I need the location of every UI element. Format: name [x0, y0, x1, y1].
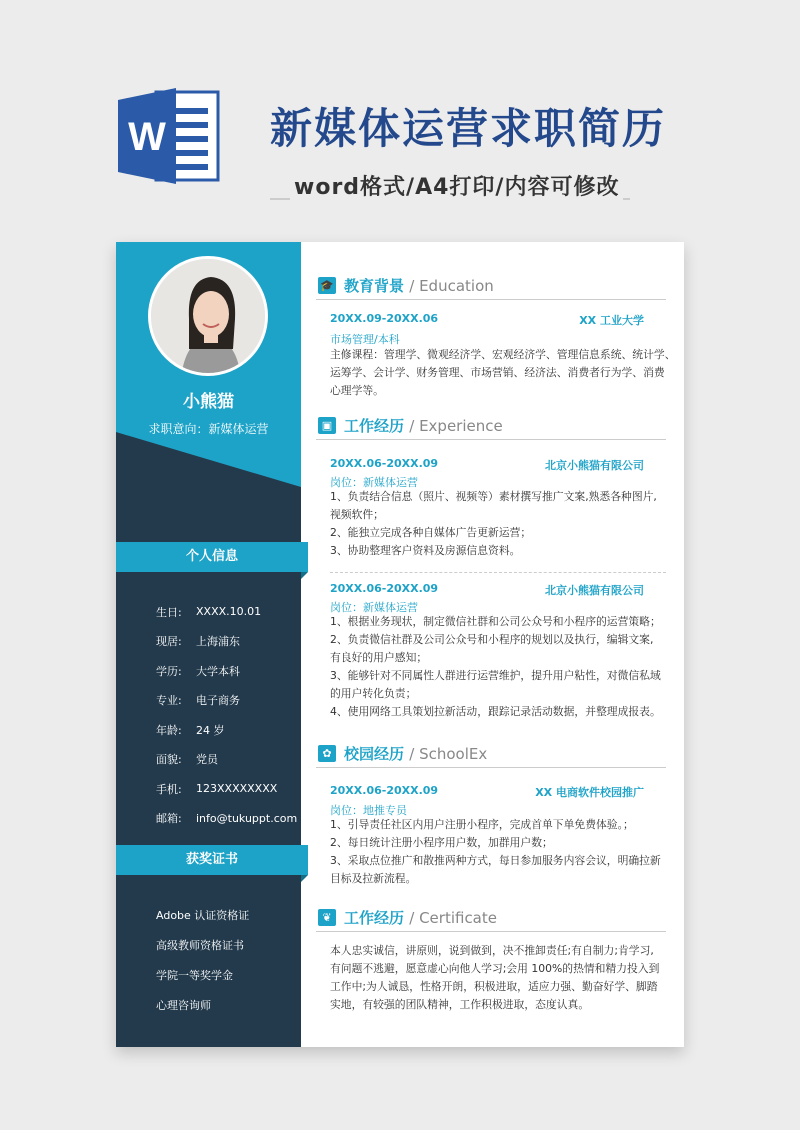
award-item: 心理咨询师: [156, 999, 211, 1012]
education-date: 20XX.09-20XX.06: [330, 312, 439, 325]
briefcase-icon: ▣: [318, 417, 336, 434]
info-row-birthday: 生日: XXXX.10.01: [156, 605, 262, 619]
page-title: 新媒体运营求职简历: [270, 104, 667, 153]
experience-subtitle: / Experience: [409, 417, 503, 435]
school-date: 20XX.06-20XX.09: [330, 784, 439, 797]
job1-date: 20XX.06-20XX.09: [330, 457, 439, 470]
logo-letter: W: [128, 115, 166, 159]
school-project: XX 电商软件校园推广: [535, 786, 644, 799]
award-item: Adobe 认证资格证: [156, 909, 250, 922]
school-duties: 1、引导责任社区内用户注册小程序，完成首单下单免费体验。； 2、每日统计注册小程序用户数，加群用户数； 3、采取点位推广和散推两种方式，每日参加服务内容会议，明确拉新 目标及拉新流程。: [330, 818, 661, 885]
profile-name: 小熊猫: [183, 392, 234, 412]
page-subtitle: word格式/A4打印/内容可修改: [290, 170, 623, 201]
info-row-degree: 学历: 大学本科: [156, 664, 240, 678]
experience-title: 工作经历: [344, 417, 405, 435]
personal-info-heading: 个人信息: [116, 542, 308, 572]
award-item: 高级教师资格证书: [156, 939, 244, 952]
leaf-icon: ❦: [318, 909, 336, 926]
sidebar: [116, 242, 301, 1047]
word-document-icon: [118, 86, 223, 186]
info-row-age: 年龄: 24 岁: [156, 723, 225, 737]
education-title: 教育背景: [344, 277, 405, 295]
education-header: [316, 272, 666, 300]
job2-role: 岗位：新媒体运营: [330, 601, 418, 614]
resume-sheet: [116, 242, 684, 1047]
job2-date: 20XX.06-20XX.09: [330, 582, 439, 595]
certificate-title: 工作经历: [344, 909, 405, 927]
gear-icon: ✿: [318, 745, 336, 762]
info-row-residence: 现居: 上海浦东: [156, 635, 240, 649]
awards-list: [156, 900, 249, 1020]
school-subtitle: / SchoolEx: [409, 745, 488, 763]
self-evaluation: 本人忠实诚信，讲原则，说到做到，决不推卸责任;有自制力;肯学习, 有问题不逃避，愿意虚心向他人学习;会用 100%的热情和精力投入到 工作中;为人诚恳，性格开朗，积极进取，适应力强、勤奋好学、脚踏 实地，有较强的团队精神，工作积极进取，态度认真。: [330, 944, 660, 1011]
awards-heading: 获奖证书: [116, 845, 308, 875]
graduation-cap-icon: 🎓: [318, 277, 336, 294]
job-intent: 求职意向：新媒体运营: [148, 422, 269, 436]
info-row-political: 面貌: 党员: [156, 753, 218, 767]
education-subtitle: / Education: [409, 277, 494, 295]
job1-duties: 1、负责结合信息（照片、视频等）素材撰写推广文案,熟悉各种图片, 视频软件； 2、能独立完成各种自媒体广告更新运营； 3、协助整理客户资料及房源信息资料。: [330, 490, 657, 557]
avatar: [148, 256, 268, 376]
info-row-phone: 手机: 123XXXXXXXX: [156, 782, 278, 796]
job1-company: 北京小熊猫有限公司: [545, 459, 644, 472]
job2-duties: 1、根据业务现状，制定微信社群和公司公众号和小程序的运营策略； 2、负责微信社群及公司公众号和小程序的规划以及执行，编辑文案, 有良好的用户感知； 3、能够针对不同属性人群进行运营维护，提升用户粘性，对微信私域 的用户转化负责； 4、使用网络工具策划拉新活动，跟踪记录活动数据，并整理成报表。: [330, 615, 661, 718]
school-header: [316, 740, 666, 768]
job1-role: 岗位：新媒体运营: [330, 476, 418, 489]
info-row-email: 邮箱: info@tukuppt.com: [156, 811, 298, 826]
award-item: 学院一等奖学金: [156, 969, 233, 982]
school-role: 岗位：地推专员: [330, 804, 407, 817]
job2-company: 北京小熊猫有限公司: [545, 584, 644, 597]
personal-info-list: [156, 597, 297, 833]
main-content: [316, 242, 676, 1047]
certificate-header: [316, 904, 666, 932]
school-title: 校园经历: [344, 745, 405, 763]
divider: [330, 572, 666, 573]
certificate-subtitle: / Certificate: [409, 909, 497, 927]
education-major: 市场管理/本科: [330, 333, 400, 346]
experience-header: [316, 412, 666, 440]
education-courses: 主修课程：管理学、微观经济学、宏观经济学、管理信息系统、统计学、 运筹学、会计学、财务管理、市场营销、经济法、消费者行为学、消费 心理学等。: [330, 348, 676, 397]
info-row-major: 专业: 电子商务: [156, 694, 240, 708]
education-school: XX 工业大学: [579, 314, 644, 327]
